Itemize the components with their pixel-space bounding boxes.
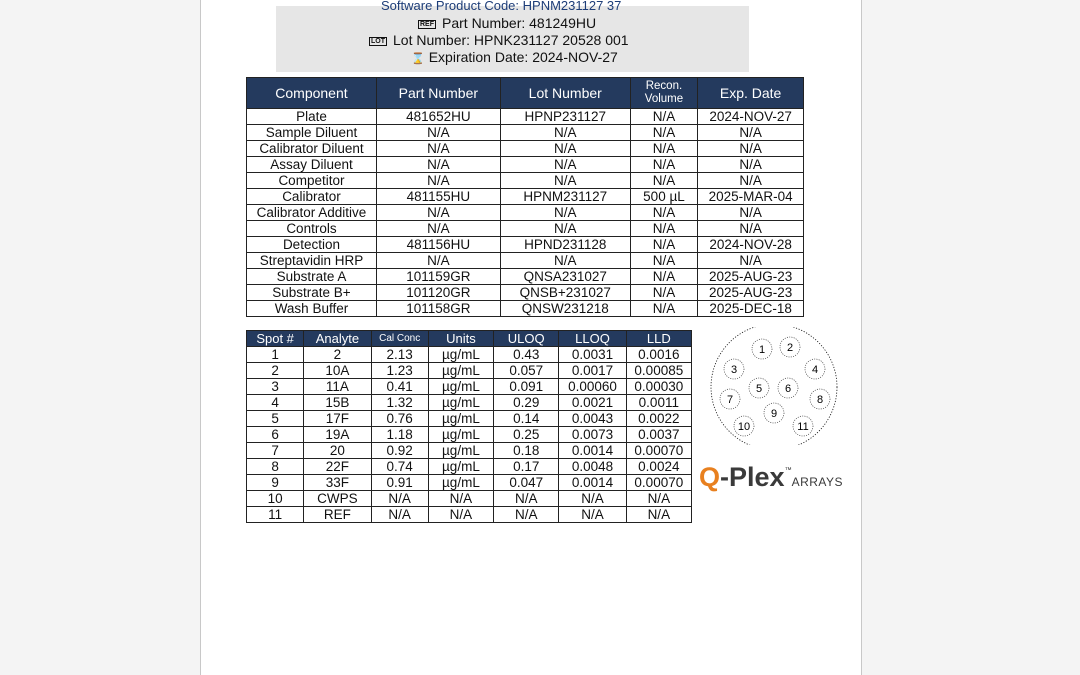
table-cell: REF (304, 507, 371, 523)
table-cell: 8 (247, 459, 304, 475)
table-cell: 0.0017 (559, 363, 626, 379)
analyte-row (247, 395, 692, 411)
table-cell: N/A (626, 491, 691, 507)
table-cell: µg/mL (428, 347, 493, 363)
table-cell: N/A (494, 507, 559, 523)
table-cell: 1.32 (371, 395, 428, 411)
table-cell: N/A (698, 157, 804, 173)
analyte-header-row (247, 331, 692, 347)
table-cell: N/A (376, 205, 500, 221)
table-cell: 22F (304, 459, 371, 475)
table-cell: 2 (304, 347, 371, 363)
table-cell: Wash Buffer (247, 301, 377, 317)
table-cell: 10A (304, 363, 371, 379)
table-cell: N/A (559, 491, 626, 507)
table-cell: 1.18 (371, 427, 428, 443)
table-cell: N/A (630, 269, 697, 285)
col-lloq: LLOQ (559, 331, 626, 347)
table-cell: 2.13 (371, 347, 428, 363)
table-cell: 2025-AUG-23 (698, 285, 804, 301)
table-cell: 0.00030 (626, 379, 691, 395)
table-cell: N/A (371, 507, 428, 523)
table-cell: Detection (247, 237, 377, 253)
table-cell: N/A (630, 141, 697, 157)
component-row (247, 221, 804, 237)
table-cell: 0.76 (371, 411, 428, 427)
table-cell: 0.047 (494, 475, 559, 491)
table-cell: 0.25 (494, 427, 559, 443)
table-cell: QNSW231218 (500, 301, 630, 317)
table-cell: N/A (698, 205, 804, 221)
col-exp-date: Exp. Date (698, 78, 804, 109)
table-cell: HPND231128 (500, 237, 630, 253)
table-cell: 0.00085 (626, 363, 691, 379)
table-cell: Assay Diluent (247, 157, 377, 173)
table-cell: 0.17 (494, 459, 559, 475)
table-cell: 0.92 (371, 443, 428, 459)
table-cell: 101120GR (376, 285, 500, 301)
spot-group (720, 337, 830, 436)
table-cell: µg/mL (428, 411, 493, 427)
col-units: Units (428, 331, 493, 347)
components-header-row (247, 78, 804, 109)
logo-tm: ™ (784, 467, 792, 474)
table-cell: 11 (247, 507, 304, 523)
col-component: Component (247, 78, 377, 109)
component-row (247, 157, 804, 173)
col-part-number: Part Number (376, 78, 500, 109)
table-cell: 2025-AUG-23 (698, 269, 804, 285)
table-cell: 2025-MAR-04 (698, 189, 804, 205)
spot-label: 1 (758, 344, 766, 356)
table-cell: 0.18 (494, 443, 559, 459)
table-cell: 15B (304, 395, 371, 411)
table-cell: Calibrator Additive (247, 205, 377, 221)
table-cell: N/A (630, 125, 697, 141)
table-cell: µg/mL (428, 475, 493, 491)
spot-label: 8 (816, 394, 824, 406)
table-cell: 9 (247, 475, 304, 491)
q-plex-logo (699, 462, 843, 493)
table-cell: HPNP231127 (500, 109, 630, 125)
col-lot-number: Lot Number (500, 78, 630, 109)
lot-number-text: Lot Number: HPNK231127 20528 001 (393, 32, 629, 48)
table-cell: N/A (559, 507, 626, 523)
analyte-row (247, 411, 692, 427)
table-cell: N/A (376, 173, 500, 189)
table-cell: 0.91 (371, 475, 428, 491)
table-cell: 33F (304, 475, 371, 491)
table-cell: 0.00070 (626, 443, 691, 459)
component-row (247, 205, 804, 221)
table-cell: N/A (630, 109, 697, 125)
kit-header (276, 0, 749, 72)
component-row (247, 125, 804, 141)
component-row (247, 285, 804, 301)
table-cell: N/A (428, 507, 493, 523)
table-cell: µg/mL (428, 443, 493, 459)
table-cell: 17F (304, 411, 371, 427)
spot-label: 10 (737, 421, 751, 433)
component-row (247, 173, 804, 189)
table-cell: 1.23 (371, 363, 428, 379)
table-cell: 3 (247, 379, 304, 395)
table-cell: µg/mL (428, 427, 493, 443)
table-cell: N/A (500, 157, 630, 173)
table-cell: Competitor (247, 173, 377, 189)
analyte-table (246, 330, 692, 523)
table-cell: 500 µL (630, 189, 697, 205)
table-cell: 481652HU (376, 109, 500, 125)
analyte-row (247, 427, 692, 443)
table-cell: µg/mL (428, 459, 493, 475)
table-cell: µg/mL (428, 395, 493, 411)
table-cell: 481155HU (376, 189, 500, 205)
table-cell: 0.74 (371, 459, 428, 475)
table-cell: N/A (376, 253, 500, 269)
table-cell: 0.091 (494, 379, 559, 395)
table-cell: QNSB+231027 (500, 285, 630, 301)
table-cell: N/A (376, 157, 500, 173)
table-cell: Plate (247, 109, 377, 125)
table-cell: 0.00070 (626, 475, 691, 491)
table-cell: N/A (698, 253, 804, 269)
component-row (247, 253, 804, 269)
table-cell: 0.29 (494, 395, 559, 411)
col-recon-volume: Recon. Volume (630, 78, 697, 109)
table-cell: 0.0022 (626, 411, 691, 427)
col-uloq: ULOQ (494, 331, 559, 347)
table-cell: 0.43 (494, 347, 559, 363)
table-cell: N/A (500, 173, 630, 189)
table-cell: 2024-NOV-28 (698, 237, 804, 253)
table-cell: 0.0014 (559, 475, 626, 491)
table-cell: N/A (630, 173, 697, 189)
table-cell: 0.0014 (559, 443, 626, 459)
table-cell: N/A (698, 173, 804, 189)
spot-map-diagram (706, 327, 846, 445)
table-cell: 0.0043 (559, 411, 626, 427)
table-cell: N/A (698, 125, 804, 141)
table-cell: 0.14 (494, 411, 559, 427)
table-cell: Substrate B+ (247, 285, 377, 301)
logo-q: Q (699, 462, 721, 492)
table-cell: 6 (247, 427, 304, 443)
analyte-row (247, 491, 692, 507)
table-cell: N/A (698, 221, 804, 237)
table-cell: N/A (376, 221, 500, 237)
col-spot: Spot # (247, 331, 304, 347)
table-cell: N/A (428, 491, 493, 507)
table-cell: 0.0048 (559, 459, 626, 475)
table-cell: 0.0037 (626, 427, 691, 443)
components-table (246, 77, 804, 317)
table-cell: N/A (630, 237, 697, 253)
table-cell: 7 (247, 443, 304, 459)
table-cell: 10 (247, 491, 304, 507)
table-cell: 0.0073 (559, 427, 626, 443)
table-cell: N/A (630, 285, 697, 301)
component-row (247, 269, 804, 285)
table-cell: 4 (247, 395, 304, 411)
lot-number-line (369, 32, 629, 48)
spot-label: 7 (726, 394, 734, 406)
table-cell: N/A (626, 507, 691, 523)
table-cell: N/A (376, 141, 500, 157)
lot-icon: LOT (371, 38, 385, 45)
component-row (247, 189, 804, 205)
table-cell: N/A (698, 141, 804, 157)
analyte-row (247, 363, 692, 379)
table-cell: 2025-DEC-18 (698, 301, 804, 317)
analyte-row (247, 347, 692, 363)
spot-label: 11 (797, 421, 809, 433)
spot-label: 4 (811, 364, 819, 376)
table-cell: 19A (304, 427, 371, 443)
analyte-row (247, 507, 692, 523)
table-cell: 1 (247, 347, 304, 363)
table-cell: Substrate A (247, 269, 377, 285)
table-cell: N/A (500, 221, 630, 237)
analyte-row (247, 459, 692, 475)
table-cell: 0.41 (371, 379, 428, 395)
table-cell: µg/mL (428, 363, 493, 379)
table-cell: 0.0031 (559, 347, 626, 363)
table-cell: Calibrator (247, 189, 377, 205)
component-row (247, 301, 804, 317)
part-number-line (418, 15, 596, 31)
table-cell: QNSA231027 (500, 269, 630, 285)
table-cell: 0.0021 (559, 395, 626, 411)
table-cell: 2024-NOV-27 (698, 109, 804, 125)
component-row (247, 237, 804, 253)
table-cell: 0.00060 (559, 379, 626, 395)
table-cell: N/A (630, 205, 697, 221)
spot-label: 9 (770, 408, 778, 420)
table-cell: N/A (630, 221, 697, 237)
table-cell: N/A (500, 141, 630, 157)
table-cell: N/A (500, 125, 630, 141)
table-cell: 5 (247, 411, 304, 427)
col-analyte: Analyte (304, 331, 371, 347)
well-outline (711, 327, 837, 445)
table-cell: Sample Diluent (247, 125, 377, 141)
spot-label: 6 (784, 383, 792, 395)
table-cell: N/A (630, 157, 697, 173)
analyte-row (247, 379, 692, 395)
logo-plex: -Plex (720, 462, 785, 492)
table-cell: µg/mL (428, 379, 493, 395)
table-cell: 481156HU (376, 237, 500, 253)
analyte-row (247, 475, 692, 491)
ref-icon: REF (420, 21, 434, 28)
table-cell: 2 (247, 363, 304, 379)
spot-label: 5 (755, 383, 763, 395)
analyte-body (247, 347, 692, 523)
logo-arrays: ARRAYS (791, 475, 844, 489)
table-cell: 101158GR (376, 301, 500, 317)
table-cell: N/A (494, 491, 559, 507)
table-cell: N/A (630, 301, 697, 317)
software-product-code: Software Product Code: HPNM231127 37 (381, 0, 622, 13)
component-row (247, 109, 804, 125)
table-cell: 0.0016 (626, 347, 691, 363)
col-lld: LLD (626, 331, 691, 347)
col-cal-conc: Cal Conc (371, 331, 428, 347)
table-cell: 11A (304, 379, 371, 395)
table-cell: N/A (371, 491, 428, 507)
expiration-text: Expiration Date: 2024-NOV-27 (428, 49, 618, 65)
component-row (247, 141, 804, 157)
expiration-line (411, 49, 618, 65)
table-cell: N/A (630, 253, 697, 269)
table-cell: 0.0011 (626, 395, 691, 411)
table-cell: 20 (304, 443, 371, 459)
document-page (200, 0, 862, 675)
table-cell: N/A (376, 125, 500, 141)
table-cell: N/A (500, 205, 630, 221)
components-body (247, 109, 804, 317)
table-cell: Calibrator Diluent (247, 141, 377, 157)
table-cell: Streptavidin HRP (247, 253, 377, 269)
hourglass-icon: ⌛ (411, 53, 425, 65)
table-cell: 0.057 (494, 363, 559, 379)
table-cell: 101159GR (376, 269, 500, 285)
table-cell: Controls (247, 221, 377, 237)
spot-label: 2 (786, 342, 794, 354)
table-cell: 0.0024 (626, 459, 691, 475)
spot-label: 3 (730, 364, 738, 376)
part-number-text: Part Number: 481249HU (442, 15, 597, 31)
analyte-row (247, 443, 692, 459)
table-cell: HPNM231127 (500, 189, 630, 205)
table-cell: CWPS (304, 491, 371, 507)
table-cell: N/A (500, 253, 630, 269)
